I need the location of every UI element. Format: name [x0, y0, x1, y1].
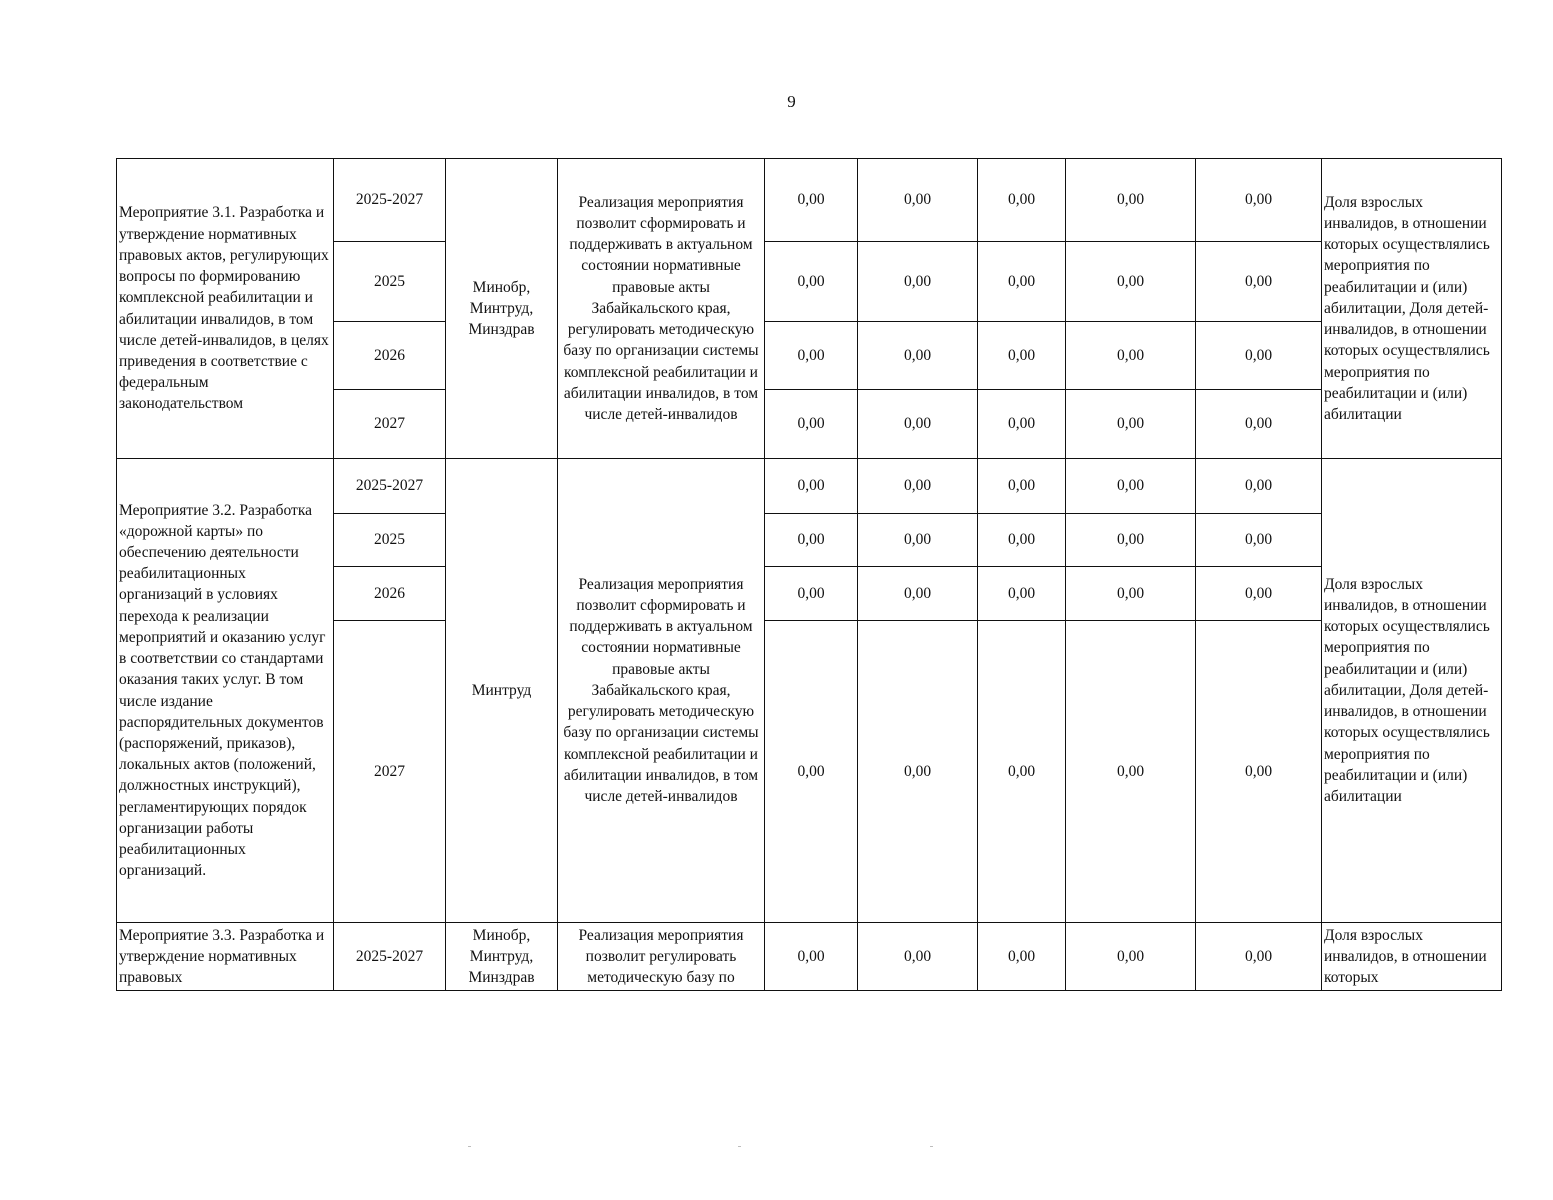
value-cell: 0,00: [978, 390, 1066, 459]
value-cell: 0,00: [1066, 459, 1196, 514]
value-cell: 0,00: [765, 621, 858, 923]
indicator-cell: [1322, 923, 1502, 991]
value-cell: 0,00: [1196, 322, 1322, 390]
value-cell: 0,00: [1196, 390, 1322, 459]
value-cell: 0,00: [765, 159, 858, 242]
value-cell: 0,00: [1066, 159, 1196, 242]
value-cell: 0,00: [1066, 923, 1196, 991]
period-cell: 2026: [334, 322, 446, 390]
value-cell: 0,00: [1196, 567, 1322, 621]
value-cell: 0,00: [858, 459, 978, 514]
page-number: 9: [787, 92, 796, 111]
value-cell: 0,00: [1066, 390, 1196, 459]
value-cell: 0,00: [1196, 621, 1322, 923]
value-cell: 0,00: [1066, 514, 1196, 567]
result-cell: Реализация мероприятия позволит сформировать и поддерживать в актуальном состоянии нормативные правовые акты Забайкальского края, регулировать методическую базу по организации системы комплексной реабилитации и абилитации инвалидов, в том числе детей-инвалидов: [558, 159, 765, 459]
indicator-text: Доля взрослых инвалидов, в отношении которых: [1324, 927, 1487, 987]
table-row: [117, 159, 1502, 242]
period-cell: 2025: [334, 514, 446, 567]
value-cell: 0,00: [978, 459, 1066, 514]
value-cell: 0,00: [858, 322, 978, 390]
value-cell: 0,00: [978, 514, 1066, 567]
value-cell: 0,00: [1196, 242, 1322, 322]
value-cell: 0,00: [858, 159, 978, 242]
period-cell: 2025: [334, 242, 446, 322]
result-cell: Реализация мероприятия позволит сформировать и поддерживать в актуальном состоянии нормативные правовые акты Забайкальского края, регулировать методическую базу по организации системы комплексной реабилитации и абилитации инвалидов, в том числе детей-инвалидов: [558, 459, 765, 923]
executor-cell: Минобр, Минтруд, Минздрав: [446, 159, 558, 459]
result-text: Реализация мероприятия позволит регулировать методическую базу по: [578, 927, 744, 987]
value-cell: 0,00: [765, 923, 858, 991]
measure-name-text: Мероприятие 3.3. Разработка и утверждение нормативных правовых: [119, 927, 325, 987]
value-cell: 0,00: [1196, 159, 1322, 242]
value-cell: 0,00: [858, 514, 978, 567]
table-row: [117, 459, 1502, 514]
value-cell: 0,00: [765, 459, 858, 514]
value-cell: 0,00: [978, 621, 1066, 923]
value-cell: 0,00: [765, 567, 858, 621]
period-cell: 2025-2027: [334, 159, 446, 242]
value-cell: 0,00: [765, 514, 858, 567]
indicator-cell: Доля взрослых инвалидов, в отношении которых осуществлялись мероприятия по реабилитации и (или) абилитации, Доля детей-инвалидов, в отношении которых осуществлялись мероприятия по реабилитации и (или) абилитации: [1322, 159, 1502, 459]
scan-speck: [468, 1146, 471, 1147]
value-cell: 0,00: [978, 322, 1066, 390]
value-cell: 0,00: [765, 242, 858, 322]
value-cell: 0,00: [978, 242, 1066, 322]
period-cell: 2025-2027: [334, 923, 446, 991]
value-cell: 0,00: [858, 390, 978, 459]
period-cell: 2025-2027: [334, 459, 446, 514]
executor-cell: Минобр, Минтруд, Минздрав: [446, 923, 558, 991]
period-cell: 2026: [334, 567, 446, 621]
value-cell: 0,00: [1196, 923, 1322, 991]
indicator-cell: Доля взрослых инвалидов, в отношении которых осуществлялись мероприятия по реабилитации и (или) абилитации, Доля детей-инвалидов, в отношении которых осуществлялись мероприятия по реабилитации и (или) абилитации: [1322, 459, 1502, 923]
value-cell: 0,00: [1066, 242, 1196, 322]
measures-table: [116, 158, 1502, 991]
table-row: [117, 923, 1502, 991]
value-cell: 0,00: [858, 567, 978, 621]
value-cell: 0,00: [1196, 459, 1322, 514]
measure-name-cell: Мероприятие 3.1. Разработка и утверждение нормативных правовых актов, регулирующих вопросы по формированию комплексной реабилитации и абилитации инвалидов, в том числе детей-инвалидов, в целях приведения в соответствие с федеральным законодательством: [117, 159, 334, 459]
value-cell: 0,00: [1066, 322, 1196, 390]
period-cell: 2027: [334, 621, 446, 923]
measure-name-cell: [117, 923, 334, 991]
value-cell: 0,00: [858, 242, 978, 322]
result-cell: [558, 923, 765, 991]
scan-speck: [738, 1146, 741, 1147]
value-cell: 0,00: [1066, 567, 1196, 621]
value-cell: 0,00: [765, 390, 858, 459]
period-cell: 2027: [334, 390, 446, 459]
value-cell: 0,00: [978, 159, 1066, 242]
value-cell: 0,00: [978, 567, 1066, 621]
value-cell: 0,00: [1196, 514, 1322, 567]
value-cell: 0,00: [858, 923, 978, 991]
value-cell: 0,00: [858, 621, 978, 923]
value-cell: 0,00: [1066, 621, 1196, 923]
scan-speck: [930, 1146, 933, 1147]
value-cell: 0,00: [765, 322, 858, 390]
executor-cell: Минтруд: [446, 459, 558, 923]
measure-name-cell: Мероприятие 3.2. Разработка «дорожной карты» по обеспечению деятельности реабилитационных организаций в условиях перехода к реализации мероприятий и оказанию услуг в соответствии со стандартами оказания таких услуг. В том числе издание распорядительных документов (распоряжений, приказов), локальных актов (положений, должностных инструкций), регламентирующих порядок организации работы реабилитационных организаций.: [117, 459, 334, 923]
value-cell: 0,00: [978, 923, 1066, 991]
